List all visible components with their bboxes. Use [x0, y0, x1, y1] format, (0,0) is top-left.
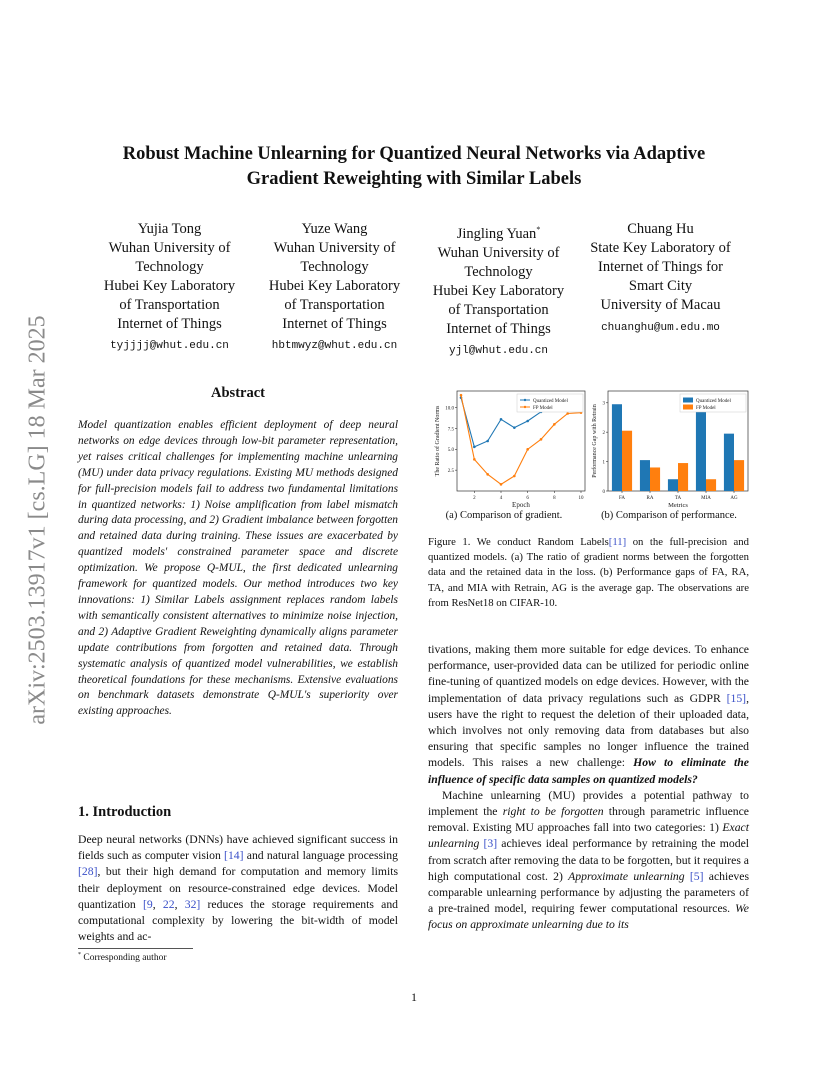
author-1	[87, 220, 252, 356]
data-point	[513, 426, 516, 429]
x-axis-label: Epoch	[512, 501, 530, 509]
y-tick-label: 1	[602, 460, 605, 466]
data-point	[526, 420, 529, 423]
author-affiliation: University of Macau	[600, 297, 721, 313]
citation-link[interactable]: [15]	[726, 691, 747, 705]
y-tick-label: 3	[602, 401, 605, 407]
x-tick-label: AG	[730, 496, 738, 501]
figure-1	[425, 385, 755, 510]
citation-link[interactable]: [5]	[689, 869, 704, 883]
author-affiliation: Wuhan University of	[108, 240, 231, 256]
y-axis-label: The Ratio of Gradient Norms	[435, 405, 441, 477]
text-run: , users have the right to request the deletion of their uploaded data, which involves not only removing data from databases but also ensuring that specific samples no longer influence the trained models. This raises a new challenge:	[428, 691, 749, 770]
author-2	[252, 220, 417, 356]
x-tick-label: MIA	[701, 496, 711, 501]
text-run: right to be forgotten	[502, 805, 604, 819]
footnote-text: Corresponding author	[83, 953, 167, 964]
y-tick-label: 2	[602, 430, 605, 436]
legend-label: Quantized Model	[696, 398, 731, 404]
citation-link[interactable]: 22	[162, 897, 175, 911]
author-mark: *	[536, 225, 541, 234]
text-run: tivations, making them more suitable for edge devices. To enhance performance, user-provided data can be utilized for periodic online fine-tuning of quantized models on edge devices. However, with the implementation of data privacy regulations such as GDPR	[428, 643, 749, 705]
author-affiliation: Internet of Things	[117, 316, 222, 332]
intro-heading: 1. Introduction	[78, 804, 172, 820]
subcaption-a: (a) Comparison of gradient.	[445, 510, 563, 521]
author-name: Chuang Hu	[627, 221, 694, 237]
bar	[650, 467, 660, 491]
data-point	[526, 448, 529, 451]
text-run: achieves comparable unlearning performance by adjusting the parameters of a pre-trained model, requiring fewer computational resources.	[428, 869, 750, 916]
x-tick-label: TA	[674, 496, 682, 501]
author-affiliation: Technology	[300, 259, 369, 275]
citation-link[interactable]: 32]	[184, 897, 201, 911]
author-email[interactable]: yjl@whut.edu.cn	[448, 344, 549, 357]
author-name: Yujia Tong	[137, 221, 202, 237]
data-point	[566, 412, 569, 415]
page-number: 1	[411, 990, 417, 1004]
text-run: Deep neural networks (DNNs) have achieved significant success in fields such as computer vision	[78, 833, 398, 863]
author-affiliation: Wuhan University of	[273, 240, 396, 256]
data-point	[540, 438, 543, 441]
text-run: and natural language processing	[243, 849, 398, 863]
legend-label: FP Model	[533, 405, 553, 411]
text-run: ,	[152, 897, 163, 911]
abstract-text: Model quantization enables efficient deployment of deep neural networks on edge devices through low-bit parameter representation, yet raises critical challenges for implementing machine unlearning (MU) under data privacy regulations. Existing MU methods designed for full-precision models fail to address two fundamental limitations in quantized networks: 1) Noise amplification from label mismatch during data processing, and 2) Gradient imbalance between forgotten and retained data during training. These issues are exacerbated by quantized models' constrained parameter space and discrete optimization. We propose Q-MUL, the first dedicated unlearning framework for quantized models. Our method introduces two key innovations: 1) Similar Labels assignment replaces random labels with semantically consistent alternatives to minimize noise injection, and 2) Adaptive Gradient Reweighting dynamically aligns parameter update contributions from forgotten and retained data. Through systematic analysis of quantized model vulnerabilities, we establish theoretical foundations for these mechanisms. Extensive evaluations on benchmark datasets demonstrate Q-MUL's superiority over existing approaches.	[78, 419, 398, 718]
bar	[724, 434, 734, 491]
author-affiliation: Technology	[135, 259, 204, 275]
data-point	[486, 473, 489, 476]
data-point	[500, 418, 503, 421]
bar	[640, 460, 650, 491]
x-axis-label: Metrics	[668, 502, 688, 509]
author-affiliation: Hubei Key Laboratory	[268, 278, 401, 294]
intro-paragraph	[78, 832, 398, 945]
author-affiliation: Smart City	[628, 278, 693, 294]
bar	[612, 404, 622, 491]
y-tick-label: 10.0	[445, 406, 454, 412]
data-point	[460, 394, 463, 397]
author-email[interactable]: chuanghu@um.edu.mo	[601, 322, 720, 334]
legend-marker	[524, 406, 526, 408]
author-affiliation: Wuhan University of	[437, 244, 560, 261]
text-run: , but their high demand for computation and memory limits their deployment on resource-constrained edge devices. Model quantization	[78, 865, 398, 911]
x-tick-label: RA	[646, 496, 654, 501]
author-4	[578, 220, 743, 338]
footnote	[78, 952, 167, 963]
footnote-rule	[78, 948, 193, 949]
y-tick-label: 2.5	[447, 468, 454, 474]
legend-label: Quantized Model	[533, 398, 568, 404]
y-axis-label: Performance Gap with Retrain	[592, 404, 598, 478]
footnote-mark: *	[78, 952, 81, 958]
author-affiliation: Internet of Things	[446, 320, 551, 337]
text-run: Approximate unlearning	[568, 869, 685, 883]
author-affiliation: Internet of Things	[282, 316, 387, 332]
text-run: Exact unlearning	[428, 821, 749, 851]
bar	[678, 463, 688, 491]
author-email[interactable]: tyjjjj@whut.edu.cn	[110, 340, 229, 352]
bar	[706, 479, 716, 491]
title-line-2: Gradient Reweighting with Similar Labels	[246, 169, 582, 189]
citation-link[interactable]: [9	[143, 897, 153, 911]
data-point	[553, 423, 556, 426]
legend-label: FP Model	[696, 405, 716, 411]
author-affiliation: Hubei Key Laboratory	[432, 282, 565, 299]
citation-link[interactable]: [14]	[224, 849, 244, 863]
bar	[622, 431, 632, 491]
author-affiliation: of Transportation	[448, 301, 549, 318]
data-point	[473, 446, 476, 449]
right-column-text	[428, 642, 749, 934]
bar	[734, 460, 744, 491]
text-run: Machine unlearning (MU) provides a potential pathway to implement the	[428, 788, 749, 819]
abstract-heading: Abstract	[211, 385, 265, 401]
x-tick-label: 6	[526, 496, 529, 501]
subcaption-b: (b) Comparison of performance.	[601, 510, 737, 521]
figure-caption	[428, 535, 749, 611]
y-tick-label: 5.0	[447, 448, 454, 454]
citation-link[interactable]: [28]	[78, 865, 98, 879]
text-run: reduces the storage requirements and computational complexity by lowering the bit-width of model weights and ac-	[78, 897, 399, 944]
author-affiliation: Hubei Key Laboratory	[103, 278, 236, 294]
x-tick-label: 10	[578, 496, 584, 501]
x-tick-label: 8	[553, 496, 556, 501]
author-affiliation: Technology	[464, 263, 533, 280]
arxiv-id: arXiv:2503.13917v1 [cs.LG] 18 Mar 2025	[24, 315, 51, 725]
x-tick-label: FA	[618, 496, 626, 501]
data-point	[513, 475, 516, 478]
author-name: Yuze Wang	[301, 221, 368, 237]
paper-title	[60, 142, 768, 192]
text-run: through parametric influence removal. Existing MU approaches fall into two categories: 1)	[428, 805, 749, 835]
caption-prefix: Figure 1. We conduct Random Labels	[428, 536, 609, 548]
author-email[interactable]: hbtmwyz@whut.edu.cn	[271, 340, 398, 352]
caption-cite[interactable]: [11]	[608, 536, 627, 548]
y-tick-label: 0	[602, 489, 605, 495]
author-affiliation: of Transportation	[119, 297, 220, 313]
citation-link[interactable]: [3]	[483, 837, 498, 851]
bar	[696, 409, 706, 491]
data-point	[473, 458, 476, 461]
bar	[668, 479, 678, 491]
author-affiliation: of Transportation	[284, 297, 385, 313]
text-run: We focus on approximate unlearning due to its	[428, 902, 749, 932]
author-3	[416, 220, 581, 361]
data-point	[486, 440, 489, 443]
legend-swatch	[683, 405, 693, 410]
legend-marker	[524, 399, 526, 401]
author-name: Jingling Yuan*	[456, 225, 541, 242]
author-affiliation: Internet of Things for	[598, 259, 723, 275]
text-run: ,	[174, 897, 185, 911]
text-run: achieves ideal performance by retraining the model from scratch after removing the data to be forgotten, but it requires a high computational cost. 2)	[428, 837, 750, 883]
title-line-1: Robust Machine Unlearning for Quantized Neural Networks via Adaptive	[122, 144, 706, 164]
legend-swatch	[683, 398, 693, 403]
author-affiliation: State Key Laboratory of	[590, 240, 731, 256]
data-point	[500, 483, 503, 486]
y-tick-label: 7.5	[447, 427, 454, 433]
text-run: How to eliminate the influence of specific data samples on quantized models?	[428, 756, 749, 786]
x-tick-label: 4	[499, 496, 503, 501]
caption-rest: on the full-precision and quantized models. (a) The ratio of gradient norms between the forgotten data and the retained data in the loss. (b) Performance gaps of FA, RA, TA, and MIA with Retrain, AG is the average gap. The observations are from ResNet18 on CIFAR-10.	[428, 536, 749, 609]
x-tick-label: 2	[473, 496, 476, 501]
